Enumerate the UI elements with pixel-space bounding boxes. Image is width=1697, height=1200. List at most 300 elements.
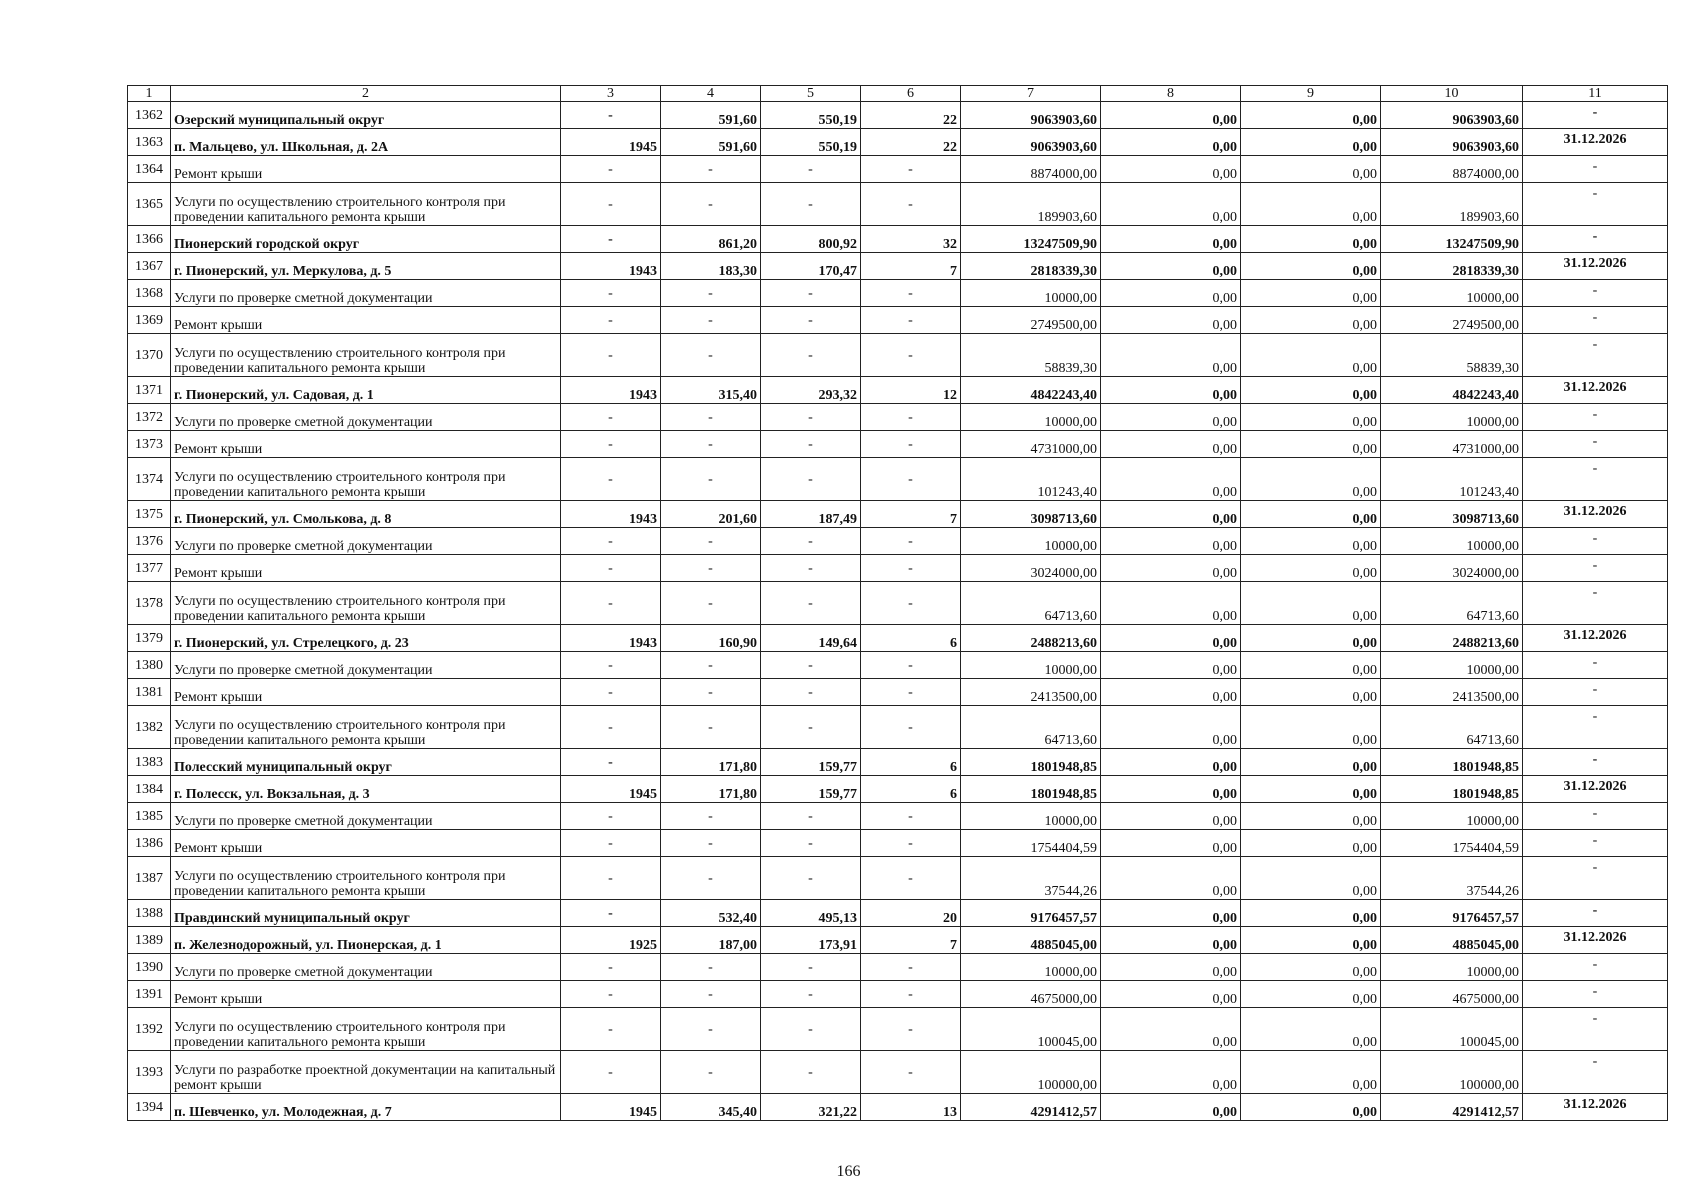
- cost-budget-cell: 0,00: [1241, 1094, 1381, 1121]
- area-total-cell: 315,40: [661, 377, 761, 404]
- table-row: [128, 830, 1668, 857]
- cost-budget-cell: 0,00: [1241, 253, 1381, 280]
- area-living-cell: -: [761, 458, 861, 501]
- row-number: 1371: [128, 377, 171, 404]
- cost-owners-cell: 9063903,60: [1381, 102, 1523, 129]
- deadline-cell: -: [1523, 156, 1668, 183]
- item-name: г. Пионерский, ул. Меркулова, д. 5: [171, 253, 561, 280]
- cost-fund-cell: 0,00: [1101, 183, 1241, 226]
- cost-budget-cell: 0,00: [1241, 857, 1381, 900]
- year-cell: -: [561, 830, 661, 857]
- item-name: г. Пионерский, ул. Стрелецкого, д. 23: [171, 625, 561, 652]
- row-number: 1364: [128, 156, 171, 183]
- cost-owners-cell: 58839,30: [1381, 334, 1523, 377]
- cost-fund-cell: 0,00: [1101, 954, 1241, 981]
- year-cell: -: [561, 226, 661, 253]
- cost-budget-cell: 0,00: [1241, 981, 1381, 1008]
- table-row: [128, 927, 1668, 954]
- year-cell: 1943: [561, 625, 661, 652]
- residents-cell: 6: [861, 776, 961, 803]
- item-name: Услуги по проверке сметной документации: [171, 280, 561, 307]
- item-name: Услуги по проверке сметной документации: [171, 404, 561, 431]
- area-total-cell: 591,60: [661, 129, 761, 156]
- table-row: [128, 582, 1668, 625]
- area-total-cell: 187,00: [661, 927, 761, 954]
- cost-total-cell: 4731000,00: [961, 431, 1101, 458]
- cost-budget-cell: 0,00: [1241, 927, 1381, 954]
- deadline-cell: -: [1523, 803, 1668, 830]
- area-total-cell: 160,90: [661, 625, 761, 652]
- cost-total-cell: 1801948,85: [961, 776, 1101, 803]
- row-number: 1375: [128, 501, 171, 528]
- table-row: [128, 501, 1668, 528]
- area-total-cell: 591,60: [661, 102, 761, 129]
- year-cell: -: [561, 307, 661, 334]
- cost-fund-cell: 0,00: [1101, 1094, 1241, 1121]
- year-cell: -: [561, 404, 661, 431]
- table-row: [128, 1094, 1668, 1121]
- cost-budget-cell: 0,00: [1241, 830, 1381, 857]
- cost-fund-cell: 0,00: [1101, 431, 1241, 458]
- cost-fund-cell: 0,00: [1101, 555, 1241, 582]
- cost-fund-cell: 0,00: [1101, 582, 1241, 625]
- cost-owners-cell: 101243,40: [1381, 458, 1523, 501]
- item-name: Услуги по осуществлению строительного контроля при проведении капитального ремонта крыши: [171, 582, 561, 625]
- residents-cell: -: [861, 458, 961, 501]
- table-row: [128, 555, 1668, 582]
- row-number: 1363: [128, 129, 171, 156]
- cost-owners-cell: 64713,60: [1381, 582, 1523, 625]
- cost-budget-cell: 0,00: [1241, 431, 1381, 458]
- cost-budget-cell: 0,00: [1241, 1008, 1381, 1051]
- deadline-cell: 31.12.2026: [1523, 1094, 1668, 1121]
- deadline-cell: -: [1523, 102, 1668, 129]
- cost-budget-cell: 0,00: [1241, 307, 1381, 334]
- cost-owners-cell: 9176457,57: [1381, 900, 1523, 927]
- table-row: [128, 652, 1668, 679]
- cost-budget-cell: 0,00: [1241, 625, 1381, 652]
- cost-total-cell: 10000,00: [961, 954, 1101, 981]
- table-row: [128, 900, 1668, 927]
- cost-budget-cell: 0,00: [1241, 1051, 1381, 1094]
- cost-total-cell: 1754404,59: [961, 830, 1101, 857]
- residents-cell: -: [861, 954, 961, 981]
- header-cell: 8: [1101, 86, 1241, 102]
- area-living-cell: -: [761, 803, 861, 830]
- cost-fund-cell: 0,00: [1101, 280, 1241, 307]
- data-table: [127, 85, 1668, 1121]
- cost-fund-cell: 0,00: [1101, 857, 1241, 900]
- area-living-cell: 800,92: [761, 226, 861, 253]
- cost-fund-cell: 0,00: [1101, 900, 1241, 927]
- cost-fund-cell: 0,00: [1101, 501, 1241, 528]
- area-living-cell: -: [761, 431, 861, 458]
- item-name: Ремонт крыши: [171, 981, 561, 1008]
- area-living-cell: -: [761, 280, 861, 307]
- cost-total-cell: 10000,00: [961, 803, 1101, 830]
- table-row: [128, 404, 1668, 431]
- year-cell: -: [561, 803, 661, 830]
- row-number: 1380: [128, 652, 171, 679]
- item-name: Ремонт крыши: [171, 307, 561, 334]
- header-row: [128, 86, 1668, 102]
- year-cell: -: [561, 679, 661, 706]
- residents-cell: -: [861, 582, 961, 625]
- header-cell: 9: [1241, 86, 1381, 102]
- residents-cell: 22: [861, 102, 961, 129]
- item-name: Услуги по проверке сметной документации: [171, 954, 561, 981]
- cost-owners-cell: 10000,00: [1381, 803, 1523, 830]
- cost-owners-cell: 1754404,59: [1381, 830, 1523, 857]
- table-row: [128, 803, 1668, 830]
- area-living-cell: 293,32: [761, 377, 861, 404]
- header-cell: 11: [1523, 86, 1668, 102]
- year-cell: -: [561, 431, 661, 458]
- cost-budget-cell: 0,00: [1241, 501, 1381, 528]
- area-living-cell: 159,77: [761, 749, 861, 776]
- cost-fund-cell: 0,00: [1101, 706, 1241, 749]
- year-cell: -: [561, 555, 661, 582]
- cost-owners-cell: 4842243,40: [1381, 377, 1523, 404]
- cost-budget-cell: 0,00: [1241, 156, 1381, 183]
- row-number: 1382: [128, 706, 171, 749]
- deadline-cell: -: [1523, 528, 1668, 555]
- row-number: 1372: [128, 404, 171, 431]
- area-total-cell: 171,80: [661, 749, 761, 776]
- table-row: [128, 431, 1668, 458]
- table-row: [128, 528, 1668, 555]
- deadline-cell: 31.12.2026: [1523, 625, 1668, 652]
- table-row: [128, 377, 1668, 404]
- cost-owners-cell: 37544,26: [1381, 857, 1523, 900]
- area-living-cell: 187,49: [761, 501, 861, 528]
- table-row: [128, 129, 1668, 156]
- cost-total-cell: 10000,00: [961, 280, 1101, 307]
- cost-fund-cell: 0,00: [1101, 981, 1241, 1008]
- cost-owners-cell: 10000,00: [1381, 404, 1523, 431]
- residents-cell: -: [861, 830, 961, 857]
- item-name: Услуги по осуществлению строительного контроля при проведении капитального ремонта крыши: [171, 857, 561, 900]
- residents-cell: -: [861, 156, 961, 183]
- cost-owners-cell: 2488213,60: [1381, 625, 1523, 652]
- year-cell: -: [561, 102, 661, 129]
- cost-total-cell: 9063903,60: [961, 129, 1101, 156]
- area-living-cell: -: [761, 334, 861, 377]
- deadline-cell: 31.12.2026: [1523, 501, 1668, 528]
- cost-fund-cell: 0,00: [1101, 830, 1241, 857]
- residents-cell: -: [861, 1008, 961, 1051]
- row-number: 1392: [128, 1008, 171, 1051]
- cost-owners-cell: 4731000,00: [1381, 431, 1523, 458]
- cost-total-cell: 13247509,90: [961, 226, 1101, 253]
- row-number: 1369: [128, 307, 171, 334]
- area-living-cell: 321,22: [761, 1094, 861, 1121]
- row-number: 1373: [128, 431, 171, 458]
- area-total-cell: -: [661, 652, 761, 679]
- header-cell: 2: [171, 86, 561, 102]
- cost-total-cell: 4885045,00: [961, 927, 1101, 954]
- cost-fund-cell: 0,00: [1101, 129, 1241, 156]
- area-living-cell: -: [761, 981, 861, 1008]
- area-total-cell: 345,40: [661, 1094, 761, 1121]
- item-name: Услуги по проверке сметной документации: [171, 528, 561, 555]
- cost-budget-cell: 0,00: [1241, 102, 1381, 129]
- year-cell: 1945: [561, 776, 661, 803]
- deadline-cell: -: [1523, 706, 1668, 749]
- deadline-cell: -: [1523, 749, 1668, 776]
- table-row: [128, 981, 1668, 1008]
- cost-fund-cell: 0,00: [1101, 776, 1241, 803]
- area-total-cell: -: [661, 183, 761, 226]
- table-row: [128, 749, 1668, 776]
- cost-budget-cell: 0,00: [1241, 183, 1381, 226]
- row-number: 1383: [128, 749, 171, 776]
- table-row: [128, 1008, 1668, 1051]
- area-living-cell: 159,77: [761, 776, 861, 803]
- area-total-cell: -: [661, 404, 761, 431]
- cost-total-cell: 100045,00: [961, 1008, 1101, 1051]
- item-name: п. Железнодорожный, ул. Пионерская, д. 1: [171, 927, 561, 954]
- cost-fund-cell: 0,00: [1101, 528, 1241, 555]
- row-number: 1389: [128, 927, 171, 954]
- cost-owners-cell: 189903,60: [1381, 183, 1523, 226]
- residents-cell: -: [861, 857, 961, 900]
- cost-total-cell: 10000,00: [961, 652, 1101, 679]
- year-cell: -: [561, 183, 661, 226]
- year-cell: 1943: [561, 253, 661, 280]
- deadline-cell: -: [1523, 334, 1668, 377]
- item-name: Услуги по осуществлению строительного контроля при проведении капитального ремонта крыши: [171, 458, 561, 501]
- area-total-cell: -: [661, 555, 761, 582]
- item-name: Озерский муниципальный округ: [171, 102, 561, 129]
- row-number: 1374: [128, 458, 171, 501]
- row-number: 1387: [128, 857, 171, 900]
- year-cell: -: [561, 458, 661, 501]
- row-number: 1362: [128, 102, 171, 129]
- row-number: 1384: [128, 776, 171, 803]
- row-number: 1391: [128, 981, 171, 1008]
- row-number: 1378: [128, 582, 171, 625]
- cost-budget-cell: 0,00: [1241, 334, 1381, 377]
- area-living-cell: 173,91: [761, 927, 861, 954]
- year-cell: -: [561, 706, 661, 749]
- cost-total-cell: 2413500,00: [961, 679, 1101, 706]
- item-name: Правдинский муниципальный округ: [171, 900, 561, 927]
- area-total-cell: -: [661, 528, 761, 555]
- row-number: 1370: [128, 334, 171, 377]
- cost-total-cell: 4842243,40: [961, 377, 1101, 404]
- residents-cell: 7: [861, 927, 961, 954]
- cost-total-cell: 8874000,00: [961, 156, 1101, 183]
- cost-budget-cell: 0,00: [1241, 555, 1381, 582]
- row-number: 1385: [128, 803, 171, 830]
- area-total-cell: 171,80: [661, 776, 761, 803]
- table-row: [128, 307, 1668, 334]
- year-cell: 1943: [561, 377, 661, 404]
- area-living-cell: -: [761, 555, 861, 582]
- cost-budget-cell: 0,00: [1241, 129, 1381, 156]
- residents-cell: 32: [861, 226, 961, 253]
- row-number: 1368: [128, 280, 171, 307]
- row-number: 1381: [128, 679, 171, 706]
- area-living-cell: -: [761, 307, 861, 334]
- deadline-cell: -: [1523, 981, 1668, 1008]
- residents-cell: 6: [861, 749, 961, 776]
- cost-owners-cell: 3098713,60: [1381, 501, 1523, 528]
- item-name: п. Шевченко, ул. Молодежная, д. 7: [171, 1094, 561, 1121]
- area-living-cell: -: [761, 857, 861, 900]
- cost-owners-cell: 2413500,00: [1381, 679, 1523, 706]
- item-name: Услуги по осуществлению строительного контроля при проведении капитального ремонта крыши: [171, 706, 561, 749]
- deadline-cell: -: [1523, 307, 1668, 334]
- area-total-cell: 861,20: [661, 226, 761, 253]
- item-name: Ремонт крыши: [171, 431, 561, 458]
- table-row: [128, 706, 1668, 749]
- residents-cell: 22: [861, 129, 961, 156]
- item-name: Услуги по осуществлению строительного контроля при проведении капитального ремонта крыши: [171, 334, 561, 377]
- residents-cell: 12: [861, 377, 961, 404]
- cost-budget-cell: 0,00: [1241, 803, 1381, 830]
- deadline-cell: 31.12.2026: [1523, 927, 1668, 954]
- header-cell: 10: [1381, 86, 1523, 102]
- cost-owners-cell: 4291412,57: [1381, 1094, 1523, 1121]
- table-row: [128, 1051, 1668, 1094]
- header-cell: 5: [761, 86, 861, 102]
- area-living-cell: 495,13: [761, 900, 861, 927]
- cost-owners-cell: 4675000,00: [1381, 981, 1523, 1008]
- row-number: 1365: [128, 183, 171, 226]
- table-row: [128, 458, 1668, 501]
- cost-total-cell: 4675000,00: [961, 981, 1101, 1008]
- cost-owners-cell: 64713,60: [1381, 706, 1523, 749]
- area-total-cell: 201,60: [661, 501, 761, 528]
- area-total-cell: -: [661, 431, 761, 458]
- cost-budget-cell: 0,00: [1241, 528, 1381, 555]
- deadline-cell: -: [1523, 1008, 1668, 1051]
- year-cell: -: [561, 280, 661, 307]
- cost-owners-cell: 10000,00: [1381, 528, 1523, 555]
- cost-budget-cell: 0,00: [1241, 652, 1381, 679]
- cost-total-cell: 2488213,60: [961, 625, 1101, 652]
- year-cell: -: [561, 857, 661, 900]
- residents-cell: -: [861, 803, 961, 830]
- deadline-cell: -: [1523, 404, 1668, 431]
- table-row: [128, 857, 1668, 900]
- cost-total-cell: 9176457,57: [961, 900, 1101, 927]
- cost-owners-cell: 1801948,85: [1381, 749, 1523, 776]
- table-row: [128, 226, 1668, 253]
- cost-fund-cell: 0,00: [1101, 625, 1241, 652]
- header-cell: 6: [861, 86, 961, 102]
- cost-fund-cell: 0,00: [1101, 307, 1241, 334]
- area-living-cell: 170,47: [761, 253, 861, 280]
- area-total-cell: -: [661, 981, 761, 1008]
- row-number: 1377: [128, 555, 171, 582]
- area-total-cell: -: [661, 679, 761, 706]
- area-total-cell: -: [661, 706, 761, 749]
- cost-fund-cell: 0,00: [1101, 334, 1241, 377]
- header-cell: 3: [561, 86, 661, 102]
- table-row: [128, 334, 1668, 377]
- residents-cell: 6: [861, 625, 961, 652]
- deadline-cell: 31.12.2026: [1523, 776, 1668, 803]
- deadline-cell: -: [1523, 226, 1668, 253]
- year-cell: -: [561, 900, 661, 927]
- item-name: Услуги по разработке проектной документации на капитальный ремонт крыши: [171, 1051, 561, 1094]
- year-cell: -: [561, 582, 661, 625]
- residents-cell: -: [861, 431, 961, 458]
- row-number: 1366: [128, 226, 171, 253]
- table-row: [128, 156, 1668, 183]
- item-name: Полесский муниципальный округ: [171, 749, 561, 776]
- header-cell: 1: [128, 86, 171, 102]
- item-name: Услуги по осуществлению строительного контроля при проведении капитального ремонта крыши: [171, 1008, 561, 1051]
- cost-total-cell: 1801948,85: [961, 749, 1101, 776]
- item-name: Ремонт крыши: [171, 679, 561, 706]
- cost-total-cell: 3024000,00: [961, 555, 1101, 582]
- cost-owners-cell: 10000,00: [1381, 652, 1523, 679]
- cost-fund-cell: 0,00: [1101, 102, 1241, 129]
- item-name: Услуги по проверке сметной документации: [171, 652, 561, 679]
- area-living-cell: -: [761, 582, 861, 625]
- year-cell: -: [561, 981, 661, 1008]
- cost-budget-cell: 0,00: [1241, 280, 1381, 307]
- cost-budget-cell: 0,00: [1241, 749, 1381, 776]
- deadline-cell: -: [1523, 857, 1668, 900]
- deadline-cell: 31.12.2026: [1523, 253, 1668, 280]
- year-cell: -: [561, 334, 661, 377]
- residents-cell: -: [861, 706, 961, 749]
- cost-owners-cell: 4885045,00: [1381, 927, 1523, 954]
- deadline-cell: -: [1523, 954, 1668, 981]
- year-cell: 1945: [561, 129, 661, 156]
- table-row: [128, 776, 1668, 803]
- cost-budget-cell: 0,00: [1241, 706, 1381, 749]
- table-row: [128, 183, 1668, 226]
- area-total-cell: -: [661, 334, 761, 377]
- header-cell: 4: [661, 86, 761, 102]
- row-number: 1388: [128, 900, 171, 927]
- year-cell: 1943: [561, 501, 661, 528]
- deadline-cell: 31.12.2026: [1523, 129, 1668, 156]
- residents-cell: -: [861, 528, 961, 555]
- residents-cell: -: [861, 183, 961, 226]
- row-number: 1394: [128, 1094, 171, 1121]
- area-living-cell: -: [761, 183, 861, 226]
- cost-owners-cell: 2749500,00: [1381, 307, 1523, 334]
- cost-fund-cell: 0,00: [1101, 458, 1241, 501]
- cost-fund-cell: 0,00: [1101, 803, 1241, 830]
- year-cell: -: [561, 954, 661, 981]
- area-living-cell: -: [761, 830, 861, 857]
- item-name: г. Полесск, ул. Вокзальная, д. 3: [171, 776, 561, 803]
- area-total-cell: -: [661, 156, 761, 183]
- cost-fund-cell: 0,00: [1101, 404, 1241, 431]
- page-number: 166: [836, 1163, 861, 1180]
- cost-owners-cell: 3024000,00: [1381, 555, 1523, 582]
- year-cell: -: [561, 528, 661, 555]
- deadline-cell: -: [1523, 431, 1668, 458]
- area-total-cell: 532,40: [661, 900, 761, 927]
- cost-owners-cell: 13247509,90: [1381, 226, 1523, 253]
- residents-cell: -: [861, 679, 961, 706]
- table-row: [128, 280, 1668, 307]
- area-living-cell: 149,64: [761, 625, 861, 652]
- cost-total-cell: 4291412,57: [961, 1094, 1101, 1121]
- cost-owners-cell: 100045,00: [1381, 1008, 1523, 1051]
- year-cell: -: [561, 1008, 661, 1051]
- area-total-cell: -: [661, 280, 761, 307]
